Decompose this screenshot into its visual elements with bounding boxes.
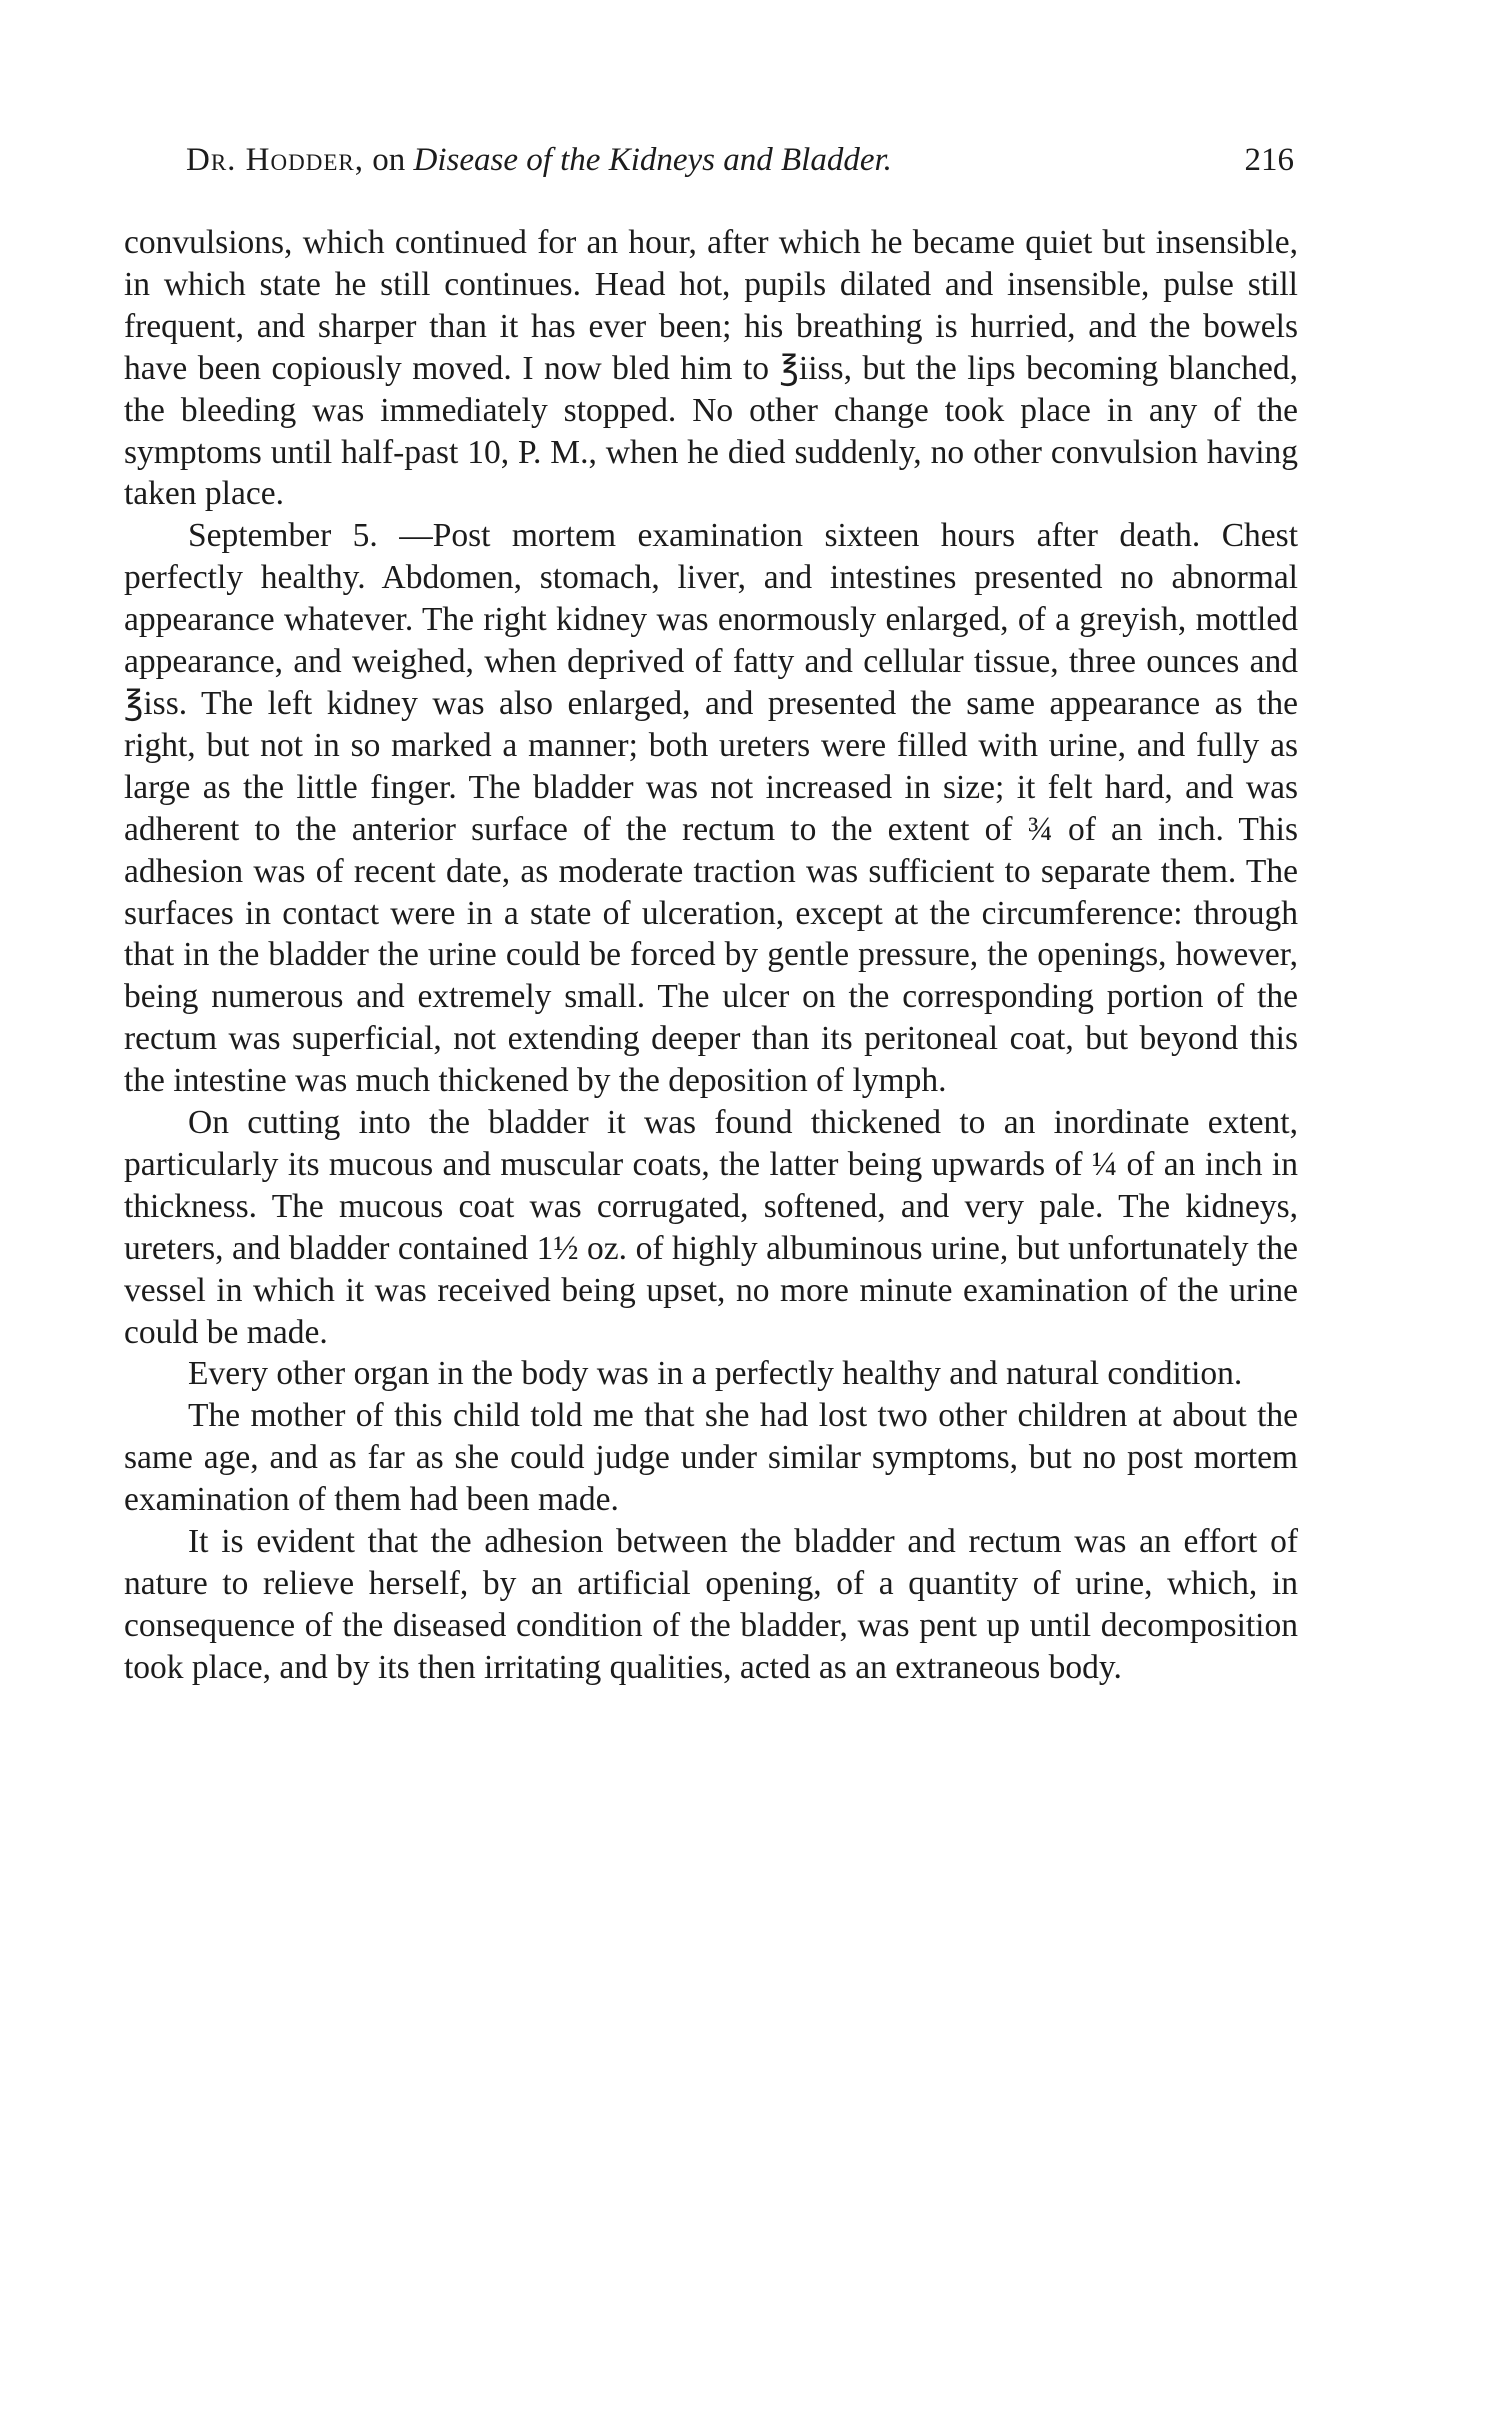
running-head-on: on <box>372 142 406 178</box>
body-text <box>124 222 1298 1689</box>
running-head-author: Dr. Hodder, <box>186 142 364 178</box>
running-head <box>186 134 1294 186</box>
paragraph-bladder: On cutting into the bladder it was found thickened to an inordinate extent, particularly its mucous and muscular coats, the latter being upwards of ¼ of an inch in thickness. The mucous coat was corrugated, softened, and very pale. The kidneys, ureters, and bladder contained 1½ oz. of highly albuminous urine, but unfortunately the vessel in which it was received being upset, no more minute examination of the urine could be made. <box>124 1104 1298 1351</box>
paragraph-mother: The mother of this child told me that she had lost two other children at about the same age, and as far as she could judge under similar symptoms, but no post mortem examination of them had been made. <box>124 1397 1298 1519</box>
paragraph-continuation: convulsions, which continued for an hour, after which he became quiet but insensible, in which state he still continues. Head hot, pupils dilated and insensible, pulse still frequent, and sharper than it has ever been; his breathing is hurried, and the bowels have been copiously moved. I now bled him to ℥iiss, but the lips becoming blanched, the bleeding was immediately stopped. No other change took place in any of the symptoms until half-past 10, P. M., when he died suddenly, no other convulsion having taken place. <box>124 224 1298 513</box>
running-head-title: Disease of the Kidneys and Bladder. <box>413 142 892 178</box>
paragraph-conclusion: It is evident that the adhesion between the bladder and rectum was an effort of nature to relieve herself, by an artificial opening, of a quantity of urine, which, in consequence of the diseased condition of the bladder, was pent up until decomposition took place, and by its then irritating qualities, acted as an extraneous body. <box>124 1523 1298 1686</box>
paragraph-post-mortem: September 5. —Post mortem examination sixteen hours after death. Chest perfectly healthy. Abdomen, stomach, liver, and intestines presented no abnormal appearance whatever. The right kidney was enormously enlarged, of a greyish, mottled appearance, and weighed, when deprived of fatty and cellular tissue, three ounces and ℥iss. The left kidney was also enlarged, and presented the same appearance as the right, but not in so marked a manner; both ureters were filled with urine, and fully as large as the little finger. The bladder was not increased in size; it felt hard, and was adherent to the anterior surface of the rectum to the extent of ¾ of an inch. This adhesion was of recent date, as moderate traction was sufficient to separate them. The surfaces in contact were in a state of ulceration, except at the circumference: through that in the bladder the urine could be forced by gentle pressure, the openings, however, being numerous and extremely small. The ulcer on the corresponding portion of the rectum was superficial, not extending deeper than its peritoneal coat, but beyond this the intestine was much thickened by the deposition of lymph. <box>124 517 1298 1100</box>
page-number: 216 <box>1244 142 1294 178</box>
paragraph-other-organs: Every other organ in the body was in a perfectly healthy and natural condition. <box>188 1355 1243 1393</box>
